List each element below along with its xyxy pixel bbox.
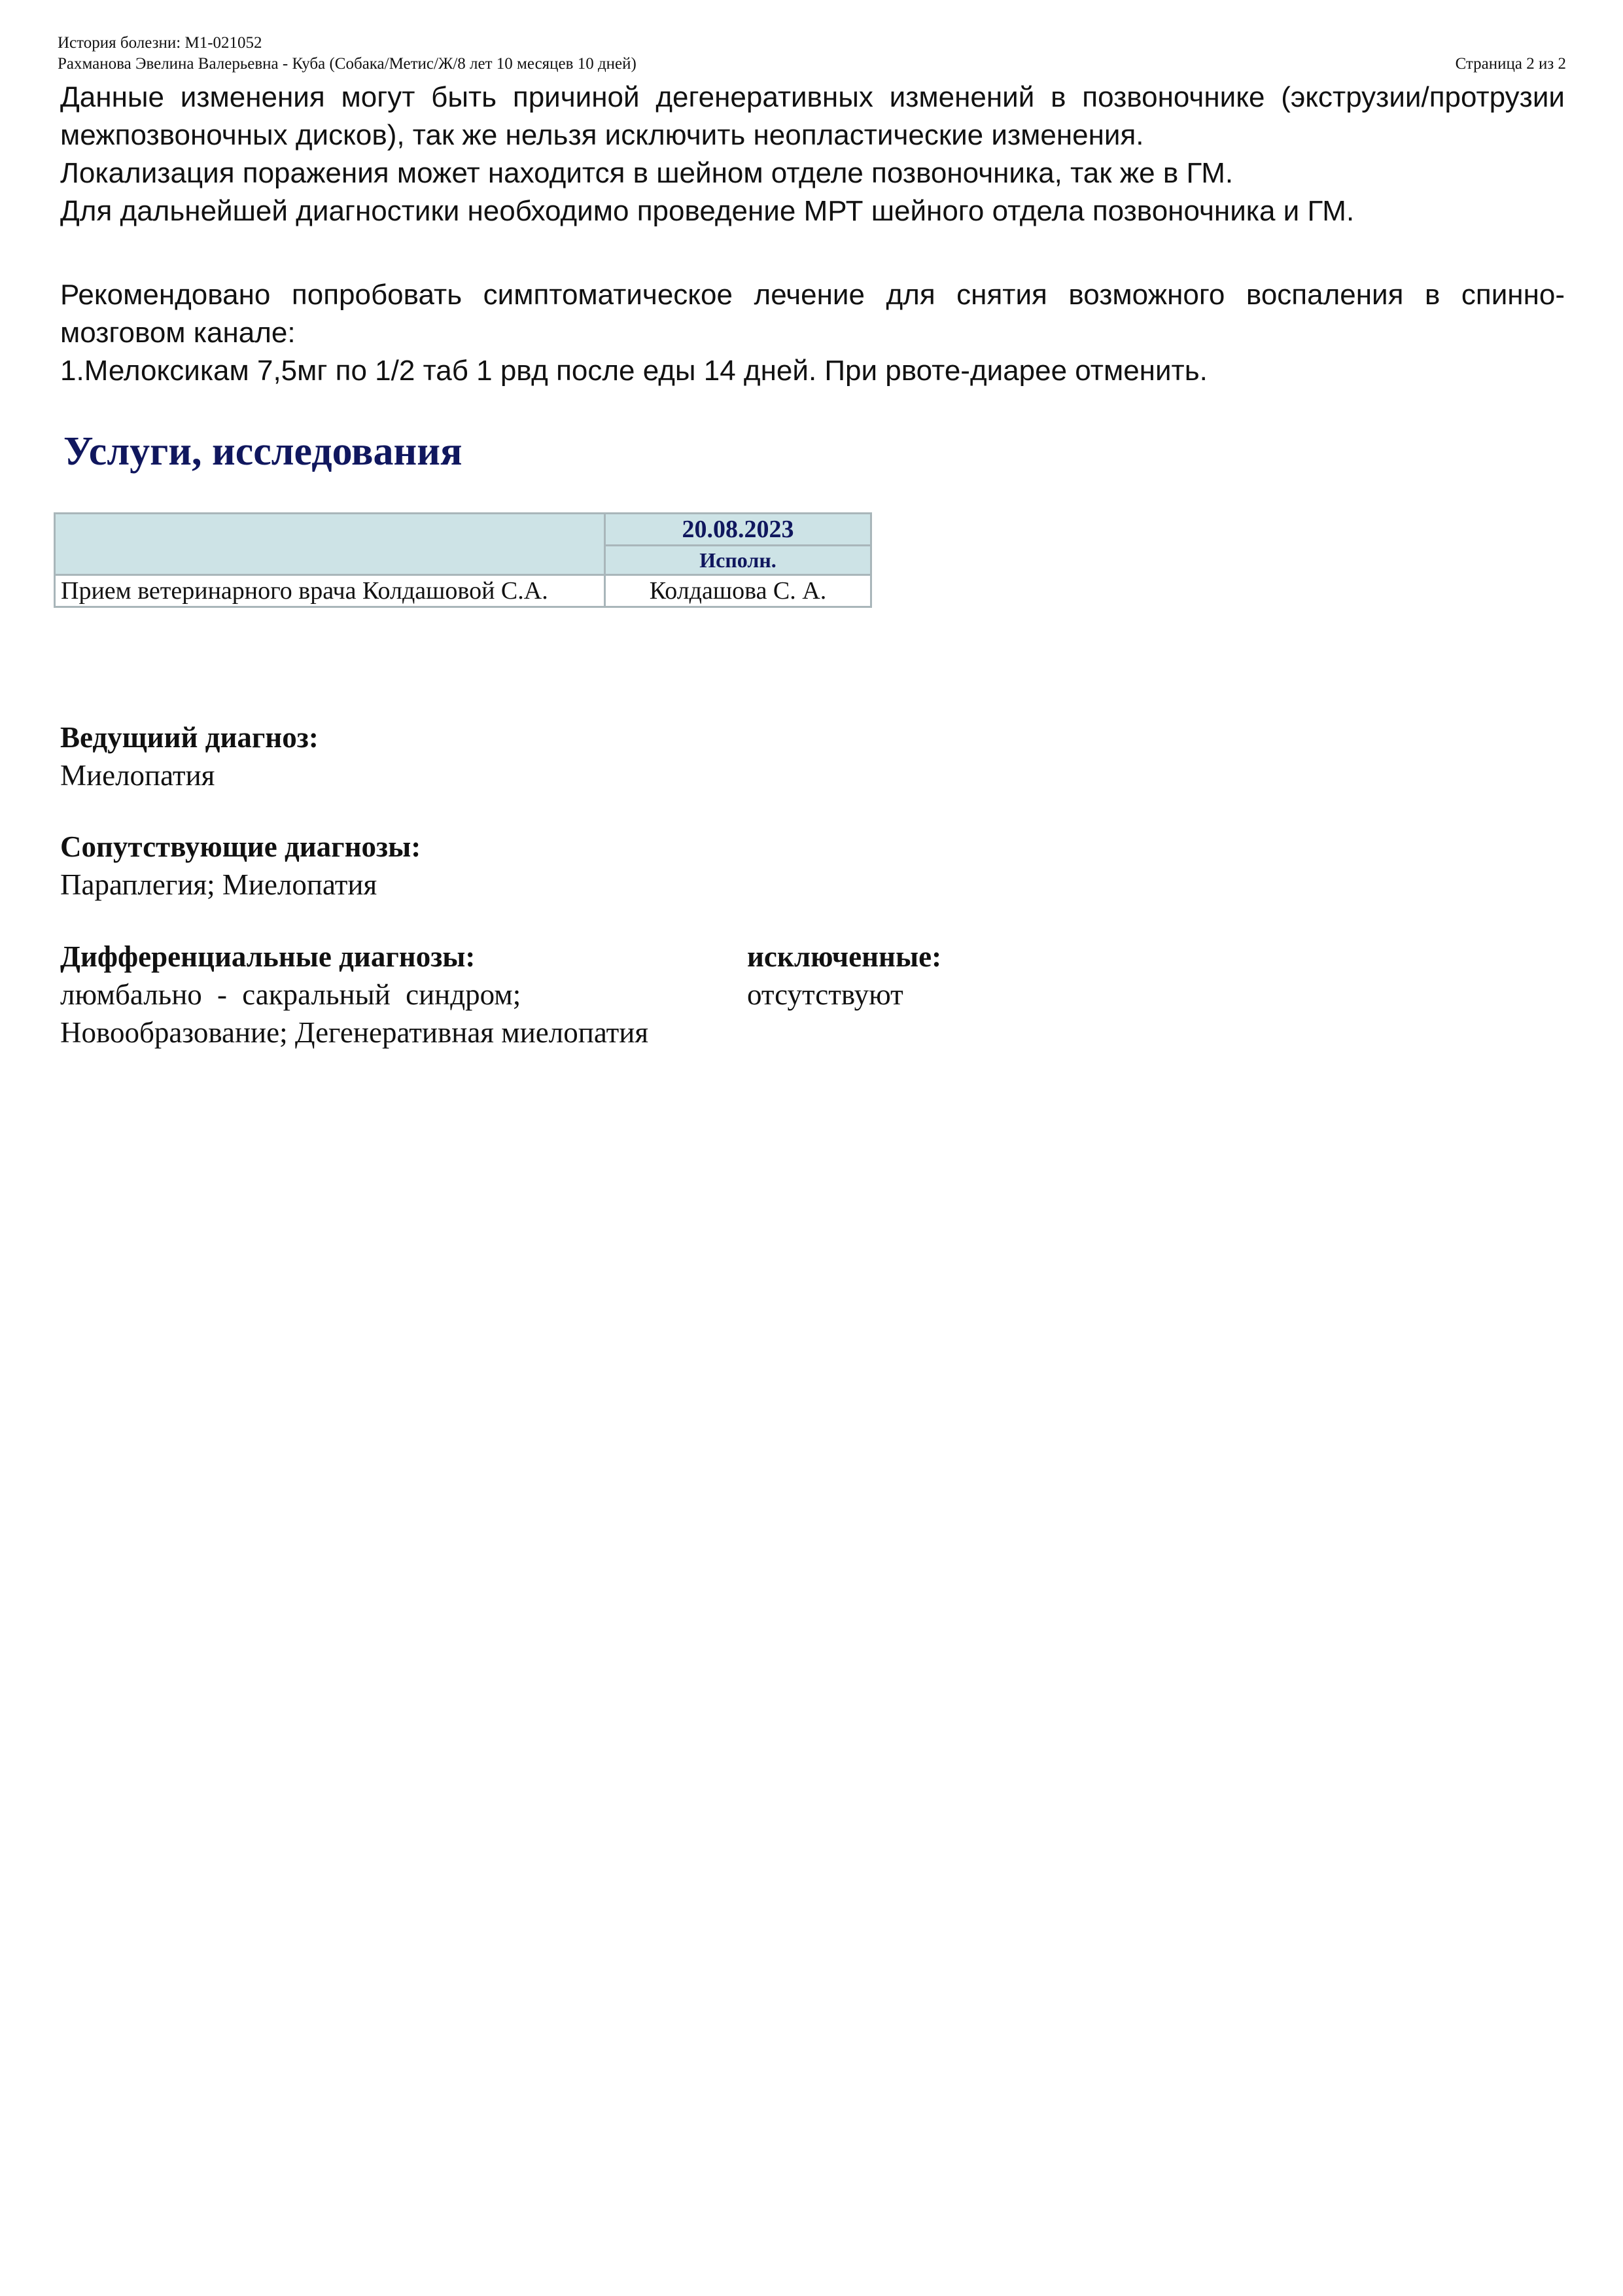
services-section-title: Услуги, исследования — [63, 429, 462, 474]
service-name-cell: Прием ветеринарного врача Колдашовой С.А. — [55, 575, 605, 607]
excluded-diagnoses — [747, 938, 941, 1014]
concomitant-diagnoses — [60, 828, 421, 904]
differential-diagnoses-value-line2: Новообразование; Дегенеративная миелопатия — [60, 1016, 649, 1049]
paragraph-localization: Локализация поражения может находится в шейном отделе позвоночника, так же в ГМ. — [60, 157, 1234, 189]
leading-diagnosis-label: Ведущиий диагноз: — [60, 721, 319, 754]
page-number: Страница 2 из 2 — [1455, 55, 1566, 73]
services-executor-header: Исполн. — [605, 546, 871, 575]
page-header — [58, 33, 1566, 75]
excluded-diagnoses-value: отсутствуют — [747, 978, 903, 1011]
differential-diagnoses-label: Дифференциальные диагнозы: — [60, 940, 476, 973]
differential-diagnoses-value-line1: люмбально - сакральный синдром; — [60, 978, 521, 1011]
services-table — [54, 512, 872, 608]
excluded-diagnoses-label: исключенные: — [747, 940, 942, 973]
service-doctor-cell: Колдашова С. А. — [605, 575, 871, 607]
services-header-blank — [55, 514, 605, 575]
services-date-header: 20.08.2023 — [605, 514, 871, 546]
leading-diagnosis — [60, 718, 319, 794]
paragraph-prescription: 1.Мелоксикам 7,5мг по 1/2 таб 1 рвд после еды 14 дней. При рвоте-диарее отменить. — [60, 355, 1208, 387]
differential-diagnoses — [60, 938, 648, 1051]
conclusion-text — [60, 79, 1565, 390]
leading-diagnosis-value: Миелопатия — [60, 759, 215, 792]
table-row — [55, 575, 871, 607]
patient-info: Рахманова Эвелина Валерьевна - Куба (Собака/Метис/Ж/8 лет 10 месяцев 10 дней) — [58, 55, 637, 73]
concomitant-diagnoses-label: Сопутствующие диагнозы: — [60, 830, 421, 863]
medical-record-number: История болезни: M1-021052 — [58, 34, 262, 52]
paragraph-diagnostics: Для дальнейшей диагностики необходимо проведение МРТ шейного отдела позвоночника и ГМ. — [60, 195, 1355, 227]
paragraph-changes: Данные изменения могут быть причиной дегенеративных изменений в позвоночнике (экструзии/протрузии межпозвоночных дисков), так же нельзя исключить неопластические изменения. — [60, 81, 1565, 151]
paragraph-recommendation: Рекомендовано попробовать симптоматическое лечение для снятия возможного воспаления в спинно-мозговом канале: — [60, 279, 1565, 349]
concomitant-diagnoses-value: Параплегия; Миелопатия — [60, 868, 377, 901]
